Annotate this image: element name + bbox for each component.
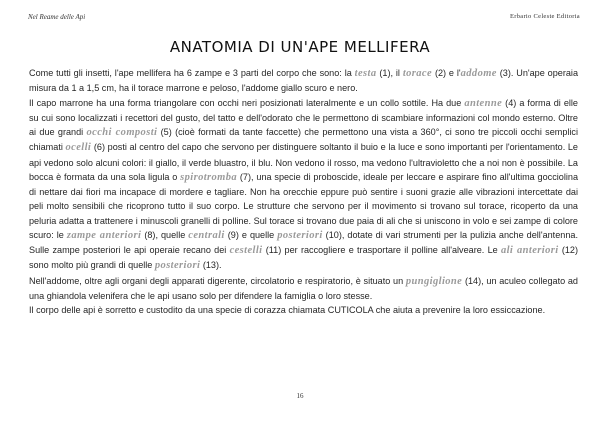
text-run: Come tutti gli insetti, l'ape mellifera ha 6 zampe e 3 parti del corpo che sono: la [29,68,355,78]
text-run: (4) a forma di elle su cui sono localizzati i recettori del gusto, del tatto e dell'odorato che le permettono di scambiare informazioni col mondo esterno. Oltre ai due grandi [29,97,578,137]
paragraph [29,274,578,304]
paragraph [29,303,578,317]
text-run: (13). [200,260,222,271]
text-run: (8), quelle [141,229,189,240]
anatomy-keyword: occhi composti [86,127,158,138]
running-header-publisher: Erbario Celeste Editoria [509,13,580,20]
text-run: (14), un aculeo collegato ad una ghiandola velenifera che le api usano solo per difendere la famiglia o loro stesse. [29,275,578,301]
text-run: (11) per raccogliere e trasportare il polline all'alveare. Le [262,245,501,255]
text-run: (10), dotate di vari strumenti per la pulizia anche dell'antenna. Sulle zampe posteriori le api operaie recano dei [29,229,578,255]
anatomy-keyword: spirotromba [180,171,238,183]
text-run: (7), una specie di proboscide, ideale per leccare e aspirare fino all'ultima gocciolina di nettare dai fiori ma incapace di mordere e tagliare. Non ha orecchie eppure può sentire i suoni grazie alle vibrazioni intercettate dai peli molto sensibili che ricoprono tutto il suo corpo. Le strutture che servono per il movimento si trovano sul torace, ricoperto da una peluria adatta a trattenere i minuscoli granelli di polline. Sul torace si trovano due paia di ali che si uniscono in volo e sei zampe di colore scuro: le [29,171,578,240]
anatomy-keyword: pungiglione [405,275,463,287]
anatomy-keyword: torace [402,68,433,79]
anatomy-keyword: cestelli [229,245,263,256]
anatomy-keyword: zampe anteriori [66,229,142,241]
text-run: Nell'addome, oltre agli organi degli apparati digerente, circolatorio e respiratorio, è situato un [29,275,406,286]
anatomy-keyword: addome [460,68,497,79]
paragraph [29,66,578,96]
page-title: ANATOMIA DI UN'APE MELLIFERA [169,38,431,56]
anatomy-keyword: posteriori [154,260,201,272]
anatomy-keyword: antenne [464,97,503,109]
text-run: (6) posti al centro del capo che servono per distinguere soltanto il buio e la luce e sono importanti per l'orientamento. Le api vedono solo alcuni colori: il giallo, il verde bluastro, il blu. Non vedono il rosso, ma vedono l'ultravioletto che a noi non è possibile. La bocca è formata da una sola ligula o [29,142,578,182]
text-run: (12) sono molto più grandi di quelle [29,245,578,271]
text-run: (1), il [376,68,403,78]
text-run: (2) e l' [432,68,461,78]
text-run: (5) (cioè formati da tante faccette) che permettono una vista a 360°, ci sono tre piccoli occhi semplici chiamati [29,127,578,153]
paragraph [29,96,578,274]
page-number: 16 [296,392,304,400]
anatomy-keyword: posteriori [277,229,323,241]
article-body [29,66,578,317]
anatomy-keyword: ocelli [65,142,92,154]
text-run: Il capo marrone ha una forma triangolare con occhi neri posizionati lateralmente e un collo sottile. Ha due [29,97,465,108]
anatomy-keyword: ali anteriori [500,245,559,256]
anatomy-keyword: testa [354,68,377,79]
anatomy-keyword: centrali [188,229,225,241]
text-run: (9) e quelle [224,229,278,240]
text-run: (3). Un'ape operaia misura da 1 a 1,5 cm, ha il torace marrone e peloso, l'addome giallo scuro e nero. [29,68,579,94]
text-run: Il corpo delle api è sorretto e custodito da una specie di corazza chiamata CUTICOLA che aiuta a prevenire la loro essiccazione. [29,305,546,315]
running-header-title: Nel Reame delle Api [28,13,86,21]
